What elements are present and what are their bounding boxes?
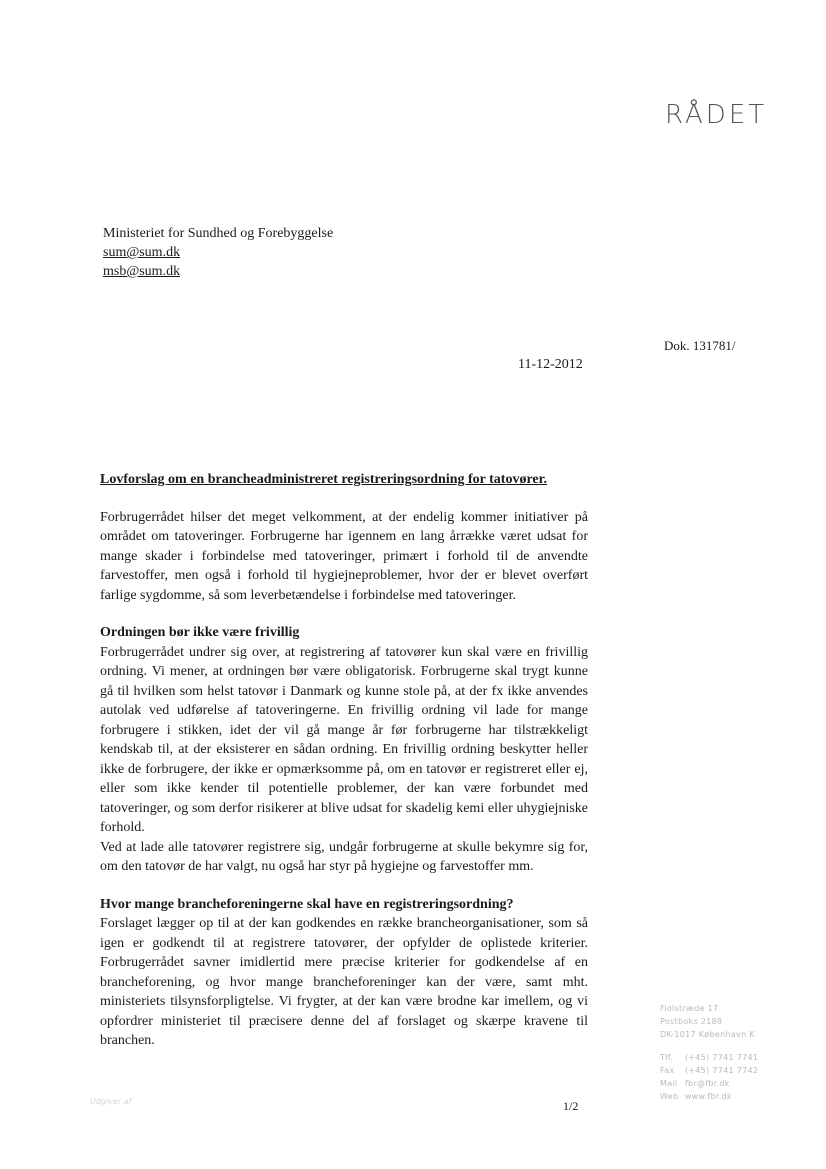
section2-paragraph-1: Forslaget lægger op til at der kan godkendes en række brancheorganisationer, som så igen er godkendt til at registrere tatovører, der opfylder de oplistede kriterier. Forbrugerrådet savner imidlertid mere præcise kriterier for godkendelse af en brancheforening, og hvor mange brancheforeninger kan der være, samt mht. ministeriets tilsynsforpligtelse. Vi frygter, at der kan være brodne kar imellem, og vi opfordrer ministeriet til præcisere denne del af forslaget og skærpe kravene til branchen. (100, 916, 588, 1048)
section-heading-voluntary: Ordningen bør ikke være frivillig (100, 625, 300, 640)
web-address[interactable]: www.fbr.dk (684, 1092, 732, 1101)
document-number: Dok. 131781/ (664, 338, 736, 353)
address-line: Postboks 2188 (660, 1017, 723, 1026)
section1-paragraph-1: Forbrugerrådet undrer sig over, at registrering af tatovører kun skal være en frivillig ordning. Vi mener, at ordningen bør være obligatorisk. Forbrugerne skal trygt kunne gå til hvilken som helst tatovør i Danmark og kunne stole på, at der fx ikke anvendes autolak ved udførelse af tatoveringerne. En frivillig ordning vil lade for mange forbrugere i stikken, idet der vil gå mange år før forbrugerne har tilstrækkeligt kendskab til, at der eksisterer en sådan ordning. En frivillig ordning beskytter heller ikke de forbrugere, der ikke er opmærksomme på, om en tatovør er registreret eller ej, eller som ikke kender til potentielle problemer, der kan være forbundet med tatoveringer, og som derfor risikerer at blive udsat for skadelig kemi eller uhygiejniske forhold. (100, 644, 588, 835)
page-number: 1/2 (563, 1099, 579, 1113)
phone-line: Tlf. (+45) 7741 7741 (660, 1053, 759, 1062)
mail-line: Mail fbr@fbr.dk (660, 1079, 730, 1088)
address-line: DK-1017 København K (660, 1030, 755, 1039)
fax-line: Fax (+45) 7741 7742 (660, 1066, 759, 1075)
mail-address[interactable]: fbr@fbr.dk (684, 1079, 730, 1088)
addressee-name: Ministeriet for Sundhed og Forebyggelse (103, 226, 334, 241)
web-line: Web www.fbr.dk (660, 1092, 732, 1101)
email-link-msb[interactable]: msb@sum.dk (103, 264, 181, 279)
email-link-sum[interactable]: sum@sum.dk (103, 245, 181, 260)
letter-body (100, 470, 588, 1051)
phone-number: (+45) 7741 7741 (684, 1053, 759, 1062)
addressee-block (103, 224, 333, 281)
section-heading-associations: Hvor mange brancheforeningerne skal have en registreringsordning? (100, 896, 514, 912)
publisher-note: Udgiver af (90, 1097, 132, 1106)
document-title: Lovforslag om en brancheadministreret registreringsordning for tatovører. (100, 472, 548, 487)
letter-date: 11-12-2012 (518, 357, 583, 372)
fax-number: (+45) 7741 7742 (684, 1066, 759, 1075)
footer-contact (660, 1002, 758, 1103)
logo-wordmark: RÅDET (665, 100, 768, 130)
intro-paragraph: Forbrugerrådet hilser det meget velkomment, at der endelig kommer initiativer på området om tatoveringer. Forbrugerne har igennem en lang årrække været udsat for mange skader i forbindelse med tatoveringer, primært i forhold til de anvendte farvestoffer, men også i forhold til hygiejneproblemer, hvor der er blevet overført farlige sygdomme, så som leverbetændelse i forbindelse med tatoveringer. (100, 509, 588, 603)
section1-paragraph-2: Ved at lade alle tatovører registrere sig, undgår forbrugerne at skulle bekymre sig for, om den tatovør de har valgt, nu også har styr på hygiejne og farvestoffer mm. (100, 839, 588, 874)
address-line: Fiolstræde 17 (660, 1004, 719, 1013)
